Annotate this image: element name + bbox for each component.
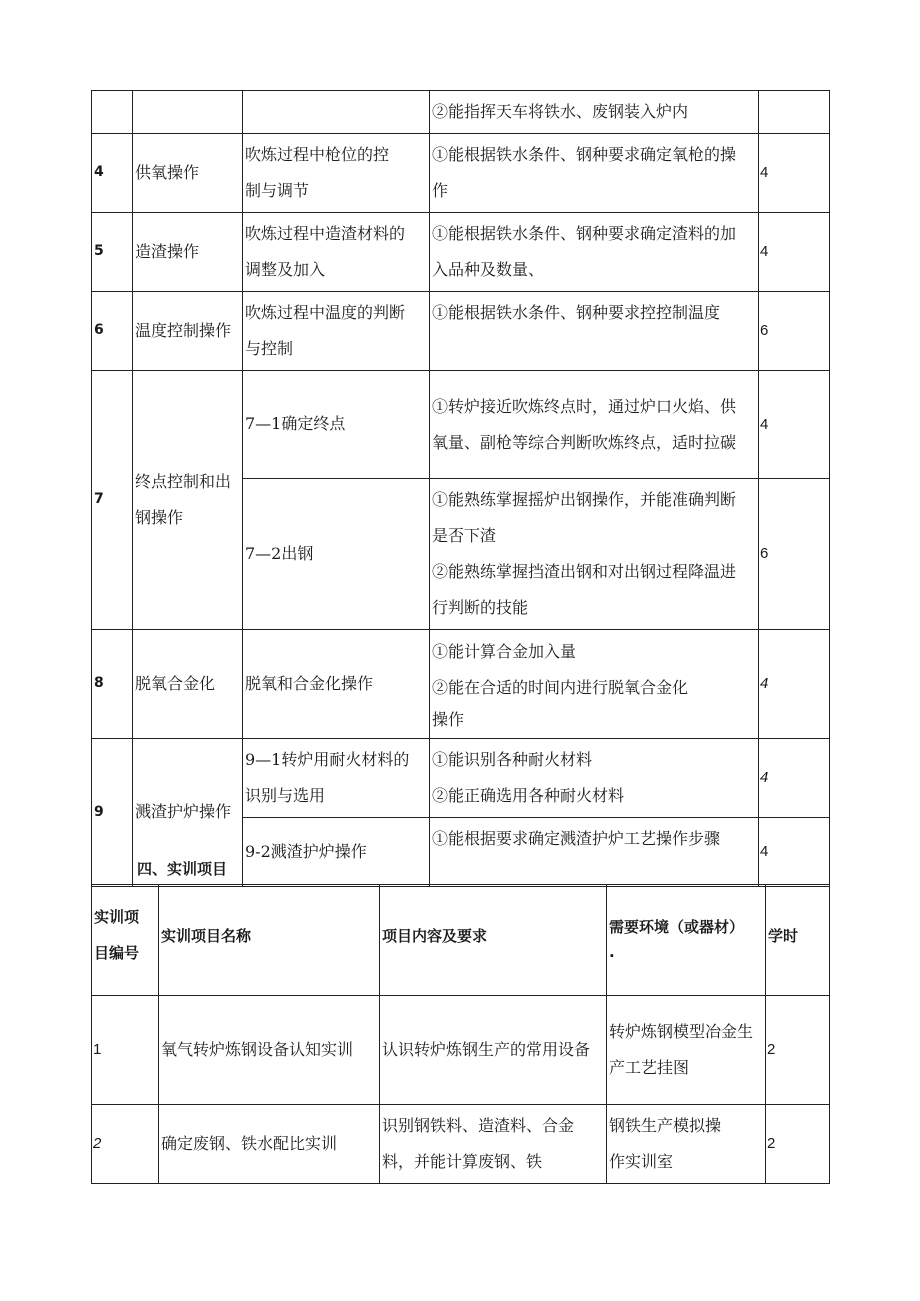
work-content: 7—2出钢	[243, 479, 430, 630]
hours: 4	[759, 739, 830, 818]
table-row	[92, 371, 830, 479]
project-name: 确定废钢、铁水配比实训	[159, 1105, 380, 1184]
skill-requirement: ①能熟练掌握摇炉出钢操作，并能准确判断 是否下渣 ②能熟练掌握挡渣出钢和对出钢过程降温进 行判断的技能	[430, 479, 759, 630]
module-name	[133, 91, 243, 134]
header-hours: 学时	[766, 885, 830, 996]
section-title: 四、实训项目	[137, 860, 228, 878]
skill-requirement: ①转炉接近吹炼终点时，通过炉口火焰、供 氧量、副枪等综合判断吹炼终点，适时拉碳	[430, 371, 759, 479]
module-name: 终点控制和出 钢操作	[133, 371, 243, 630]
header-environment: 需要环境（或器材） .	[607, 885, 766, 996]
table-row	[92, 739, 830, 818]
module-name: 脱氧合金化	[133, 630, 243, 739]
row-number: 5	[92, 213, 133, 292]
work-content: 脱氧和合金化操作	[243, 630, 430, 739]
hours: 6	[759, 292, 830, 371]
project-name: 氧气转炉炼钢设备认知实训	[159, 996, 380, 1105]
row-number: 6	[92, 292, 133, 371]
project-environment: 钢铁生产模拟操 作实训室	[607, 1105, 766, 1184]
work-content: 7—1确定终点	[243, 371, 430, 479]
work-content: 9—1转炉用耐火材料的 识别与选用	[243, 739, 430, 818]
header-content: 项目内容及要求	[380, 885, 607, 996]
table-row	[92, 213, 830, 292]
project-environment: 转炉炼钢模型冶金生 产工艺挂图	[607, 996, 766, 1105]
row-number	[92, 91, 133, 134]
hours: 6	[759, 479, 830, 630]
hours: 4	[759, 213, 830, 292]
skill-requirement: ①能计算合金加入量 ②能在合适的时间内进行脱氧合金化 操作	[430, 630, 759, 739]
module-name: 造渣操作	[133, 213, 243, 292]
work-content	[243, 91, 430, 134]
work-content: 9-2溅渣护炉操作	[243, 818, 430, 887]
module-name: 溅渣护炉操作	[133, 739, 243, 887]
hours: 4	[759, 818, 830, 887]
skill-requirement: ①能根据要求确定溅渣护炉工艺操作步骤	[430, 818, 759, 887]
skill-requirement: ②能指挥天车将铁水、废钢装入炉内	[430, 91, 759, 134]
module-name: 供氧操作	[133, 134, 243, 213]
project-code: 2	[92, 1105, 159, 1184]
project-hours: 2	[766, 1105, 830, 1184]
hours: 4	[759, 134, 830, 213]
curriculum-table	[91, 90, 830, 887]
row-number: 9	[92, 739, 133, 887]
header-project-code: 实训项 目编号	[92, 885, 159, 996]
skill-requirement: ①能根据铁水条件、钢种要求控控制温度	[430, 292, 759, 371]
project-hours: 2	[766, 996, 830, 1105]
hours	[759, 91, 830, 134]
work-content: 吹炼过程中造渣材料的 调整及加入	[243, 213, 430, 292]
hours: 4	[759, 630, 830, 739]
row-number: 8	[92, 630, 133, 739]
table-header-row	[92, 885, 830, 996]
project-content: 认识转炉炼钢生产的常用设备	[380, 996, 607, 1105]
table-row	[92, 134, 830, 213]
training-projects-table	[91, 884, 830, 1184]
work-content: 吹炼过程中温度的判断 与控制	[243, 292, 430, 371]
module-name: 温度控制操作	[133, 292, 243, 371]
skill-requirement: ①能根据铁水条件、钢种要求确定氧枪的操 作	[430, 134, 759, 213]
work-content: 吹炼过程中枪位的控 制与调节	[243, 134, 430, 213]
skill-requirement: ①能识别各种耐火材料 ②能正确选用各种耐火材料	[430, 739, 759, 818]
table-row	[92, 996, 830, 1105]
project-code: 1	[92, 996, 159, 1105]
table-row	[92, 1105, 830, 1184]
row-number: 7	[92, 371, 133, 630]
header-project-name: 实训项目名称	[159, 885, 380, 996]
table-row	[92, 91, 830, 134]
row-number: 4	[92, 134, 133, 213]
table-row	[92, 292, 830, 371]
table-row	[92, 630, 830, 739]
skill-requirement: ①能根据铁水条件、钢种要求确定渣料的加 入品种及数量、	[430, 213, 759, 292]
project-content: 识别钢铁料、造渣料、合金 料，并能计算废钢、铁	[380, 1105, 607, 1184]
hours: 4	[759, 371, 830, 479]
